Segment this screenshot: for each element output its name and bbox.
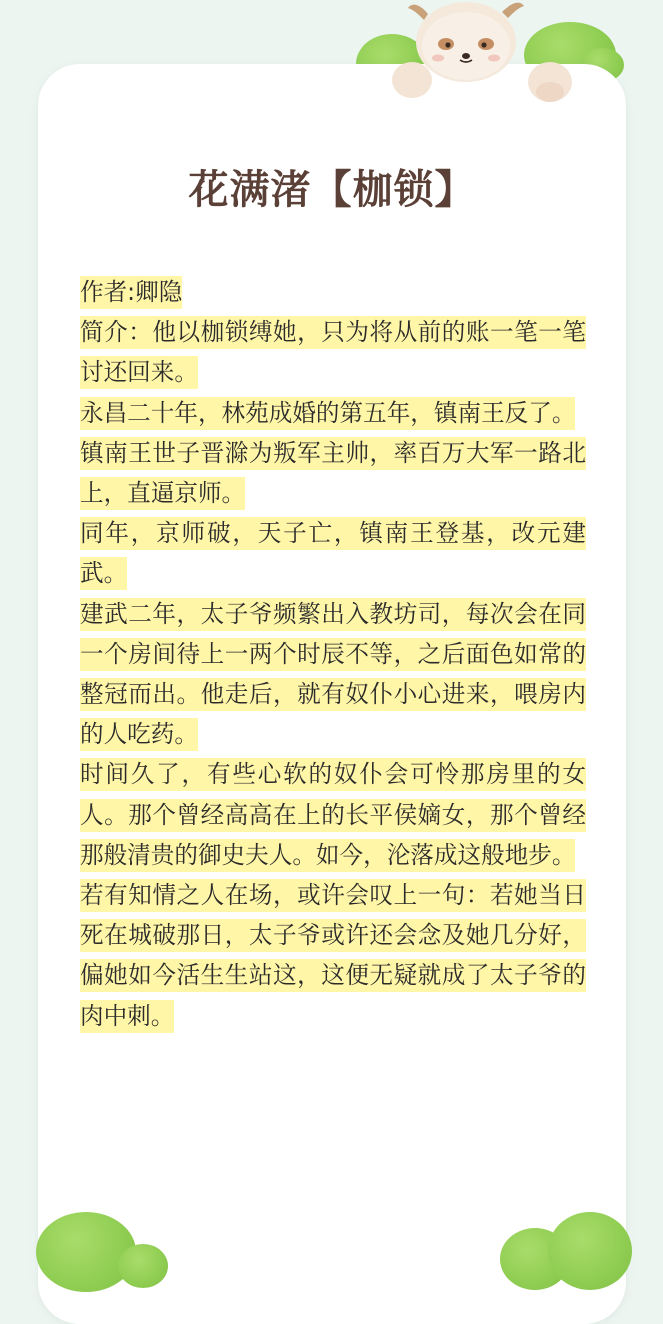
paragraph-text: 镇南王世子晋滁为叛军主帅，率百万大军一路北上，直逼京师。: [80, 437, 586, 510]
author-text: 作者:卿隐: [80, 276, 182, 309]
goat-mascot-icon: [390, 0, 580, 110]
paragraph-5: [80, 594, 586, 755]
article-body: [80, 272, 586, 1036]
page-title: 花满渚【枷锁】: [188, 167, 476, 213]
paragraph-text: 时间久了，有些心软的奴仆会可怜那房里的女人。那个曾经高高在上的长平侯嫡女，那个曾经那般清贵的御史夫人。如今，沦落成这般地步。: [80, 758, 586, 871]
paragraph-text: 建武二年，太子爷频繁出入教坊司，每次会在同一个房间待上一两个时辰不等，之后面色如常的整冠而出。他走后，就有奴仆小心进来，喂房内的人吃药。: [80, 598, 586, 752]
paragraph-text: 永昌二十年，林苑成婚的第五年，镇南王反了。: [80, 397, 575, 430]
paragraph-text: 若有知情之人在场，或许会叹上一句：若她当日死在城破那日，太子爷或许还会念及她几分好，偏她如今活生生站这，这便无疑就成了太子爷的肉中刺。: [80, 879, 586, 1033]
paragraph-3: [80, 433, 586, 513]
paragraph-text: 简介：他以枷锁缚她，只为将从前的账一笔一笔讨还回来。: [80, 316, 586, 389]
author-line: [80, 272, 586, 312]
paragraph-4: [80, 513, 586, 593]
bush-decoration-bottom-right-large: [548, 1212, 632, 1290]
paragraph-2: [80, 393, 586, 433]
paragraph-intro: [80, 312, 586, 392]
paragraph-text: 同年，京师破，天子亡，镇南王登基，改元建武。: [80, 517, 586, 590]
bush-decoration-bottom-left: [36, 1212, 136, 1292]
bush-decoration-bottom-left-small: [118, 1244, 168, 1288]
paragraph-6: [80, 754, 586, 875]
paragraph-7: [80, 875, 586, 1036]
